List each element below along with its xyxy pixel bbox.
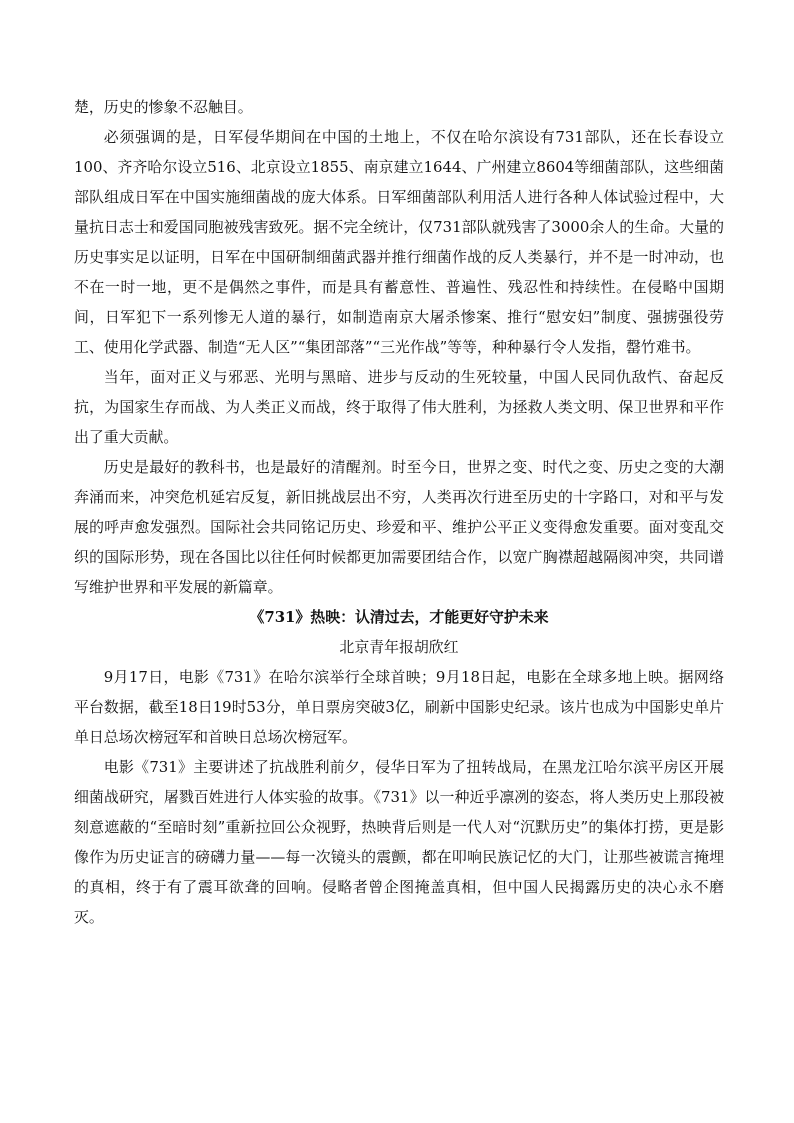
document-page (74, 92, 724, 932)
paragraph-history-lesson: 历史是最好的教科书，也是最好的清醒剂。时至今日，世界之变、时代之变、历史之变的大潮奔涌而来，冲突危机延宕反复，新旧挑战层出不穷，人类再次行进至历史的十字路口，对和平与发展的呼声愈发强烈。国际社会共同铭记历史、珍爱和平、维护公平正义变得愈发重要。面对变乱交织的国际形势，现在各国比以往任何时候都更加需要团结合作，以宽广胸襟超越隔阂冲突，共同谱写维护世界和平发展的新篇章。 (74, 458, 724, 596)
article-title: 《731》热映：认清过去，才能更好守护未来 (249, 608, 549, 626)
paragraph-film-story: 电影《731》主要讲述了抗战胜利前夕，侵华日军为了扭转战局，在黑龙江哈尔滨平房区开展细菌战研究，屠戮百姓进行人体实验的故事。《731》以一种近乎凛冽的姿态，将人类历史上那段被刻意遮蔽的“至暗时刻”重新拉回公众视野，热映背后则是一代人对“沉默历史”的集体打捞，更是影像作为历史证言的磅礴力量——每一次镜头的震颤，都在叩响民族记忆的大门，让那些被谎言掩埋的真相，终于有了震耳欲聋的回响。侵略者曾企图掩盖真相，但中国人民揭露历史的决心永不磨灭。 (74, 758, 724, 926)
paragraph-resistance: 当年，面对正义与邪恶、光明与黑暗、进步与反动的生死较量，中国人民同仇敌忾、奋起反抗，为国家生存而战、为人类正义而战，终于取得了伟大胜利，为拯救人类文明、保卫世界和平作出了重大贡献。 (74, 368, 724, 446)
article-byline: 北京青年报胡欣红 (339, 638, 459, 656)
paragraph-box-office: 9月17日，电影《731》在哈尔滨举行全球首映；9月18日起，电影在全球多地上映。据网络平台数据，截至18日19时53分，单日票房突破3亿，刷新中国影史纪录。该片也成为中国影史单片单日总场次榜冠军和首映日总场次榜冠军。 (74, 668, 724, 746)
paragraph-bacterial-units: 必须强调的是，日军侵华期间在中国的土地上，不仅在哈尔滨设有731部队，还在长春设立100、齐齐哈尔设立516、北京设立1855、南京建立1644、广州建立8604等细菌部队，这些细菌部队组成日军在中国实施细菌战的庞大体系。日军细菌部队利用活人进行各种人体试验过程中，大量抗日志士和爱国同胞被残害致死。据不完全统计，仅731部队就残害了3000余人的生命。大量的历史事实足以证明，日军在中国研制细菌武器并推行细菌作战的反人类暴行，并不是一时冲动，也不在一时一地，更不是偶然之事件，而是具有蓄意性、普遍性、残忍性和持续性。在侵略中国期间，日军犯下一系列惨无人道的暴行，如制造南京大屠杀惨案、推行“慰安妇”制度、强掳强役劳工、使用化学武器、制造“无人区”“集团部落”“三光作战”等等，种种暴行令人发指，罄竹难书。 (74, 128, 724, 356)
paragraph-continuation: 楚，历史的惨象不忍触目。 (74, 98, 253, 116)
